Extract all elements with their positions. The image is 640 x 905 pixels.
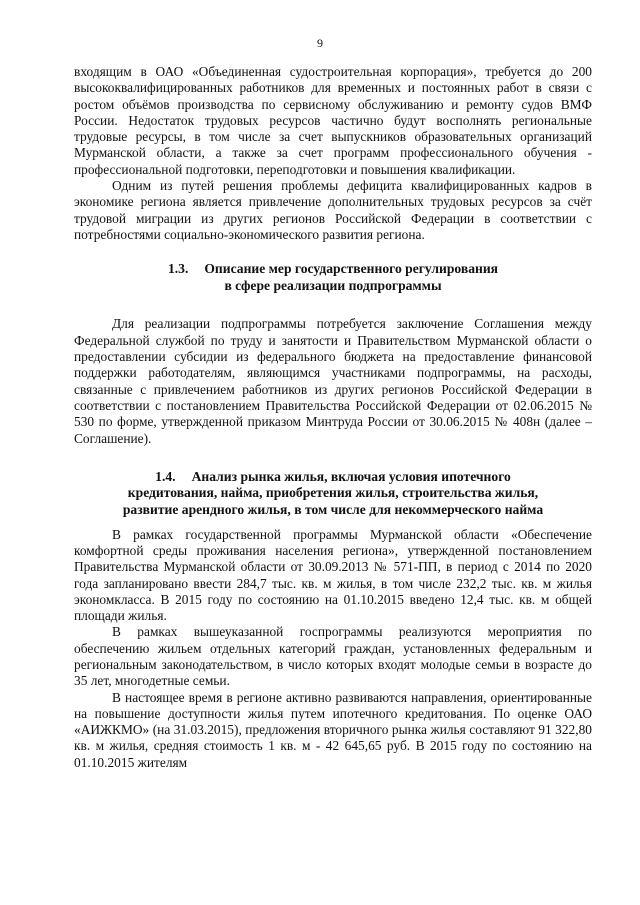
section-1-3-title-line1: Описание мер государственного регулирования bbox=[204, 261, 499, 277]
section-1-4-title-line1: Анализ рынка жилья, включая условия ипотечного bbox=[191, 468, 511, 484]
intro-paragraph-1: входящим в ОАО «Объединенная судостроительная корпорация», требуется до 200 высококвалифицированных работников для временных и постоянных работ в связи с ростом объёмов производства по сервисному обслуживанию и ремонту судов ВМФ России. Недостаток трудовых ресурсов частично будут восполнять региональные трудовые ресурсы, в том числе за счет выпускников образовательных организаций Мурманской области, а также за счет программ профессионального обучения - профессиональной подготовки, переподготовки и повышения квалификации. bbox=[74, 64, 592, 177]
section-1-3-title-line2: в сфере реализации подпрограммы bbox=[224, 277, 442, 293]
intro-paragraph-2: Одним из путей решения проблемы дефицита квалифицированных кадров в экономике региона является привлечение дополнительных трудовых ресурсов за счёт трудовой миграции из других регионов Российской Федерации в соответствии с потребностями социально-экономического развития региона. bbox=[74, 178, 592, 242]
section-1-3-number: 1.3. bbox=[167, 261, 189, 277]
section-1-4-number: 1.4. bbox=[155, 468, 176, 484]
section-1-4-title-line3: развитие арендного жилья, в том числе для некоммерческого найма bbox=[122, 502, 544, 518]
page-content bbox=[74, 64, 592, 771]
section-1-4-paragraph-3: В настоящее время в регионе активно развиваются направления, ориентированные на повышение доступности жилья путем ипотечного кредитования. По оценке ОАО «АИЖКМО» (на 31.03.2015), предложения вторичного рынка жилья составляют 91 322,80 кв. м жилья, средняя стоимость 1 кв. м - 42 645,65 руб. В 2015 году по состоянию на 01.10.2015 жителям bbox=[74, 689, 592, 770]
section-1-3-heading bbox=[74, 261, 592, 294]
section-1-4-paragraph-1: В рамках государственной программы Мурманской области «Обеспечение комфортной среды проживания населения региона», утвержденной постановлением Правительства Мурманской области от 30.09.2013 № 571-ПП, в период с 2014 по 2020 года запланировано ввести 284,7 тыс. кв. м жилья, в том числе 232,2 тыс. кв. м жилья экономкласса. В 2015 году по состоянию на 01.10.2015 введено 12,4 тыс. кв. м общей площади жилья. bbox=[74, 526, 592, 624]
section-1-4-title-line2: кредитования, найма, приобретения жилья, строительства жилья, bbox=[127, 485, 539, 501]
section-1-3-paragraph: Для реализации подпрограммы потребуется заключение Соглашения между Федеральной службой по труду и занятости и Правительством Мурманской области о предоставлении субсидии из федерального бюджета на предоставление финансовой поддержки работодателям, являющимся участниками подпрограммы, на расходы, связанные с привлечением работников из других регионов Российской Федерации в соответствии с постановлением Правительства Российской Федерации от 02.06.2015 № 530 по форме, утвержденной приказом Минтруда России от 30.06.2015 № 408н (далее – Соглашение). bbox=[74, 316, 592, 446]
section-1-4-paragraph-2: В рамках вышеуказанной госпрограммы реализуются мероприятия по обеспечению жильем отдельных категорий граждан, установленных федеральным и региональным законодательством, в число которых входят молодые семьи в возрасте до 35 лет, многодетные семьи. bbox=[74, 624, 592, 689]
section-1-4-heading bbox=[74, 469, 592, 519]
page-number: 9 bbox=[317, 36, 323, 50]
